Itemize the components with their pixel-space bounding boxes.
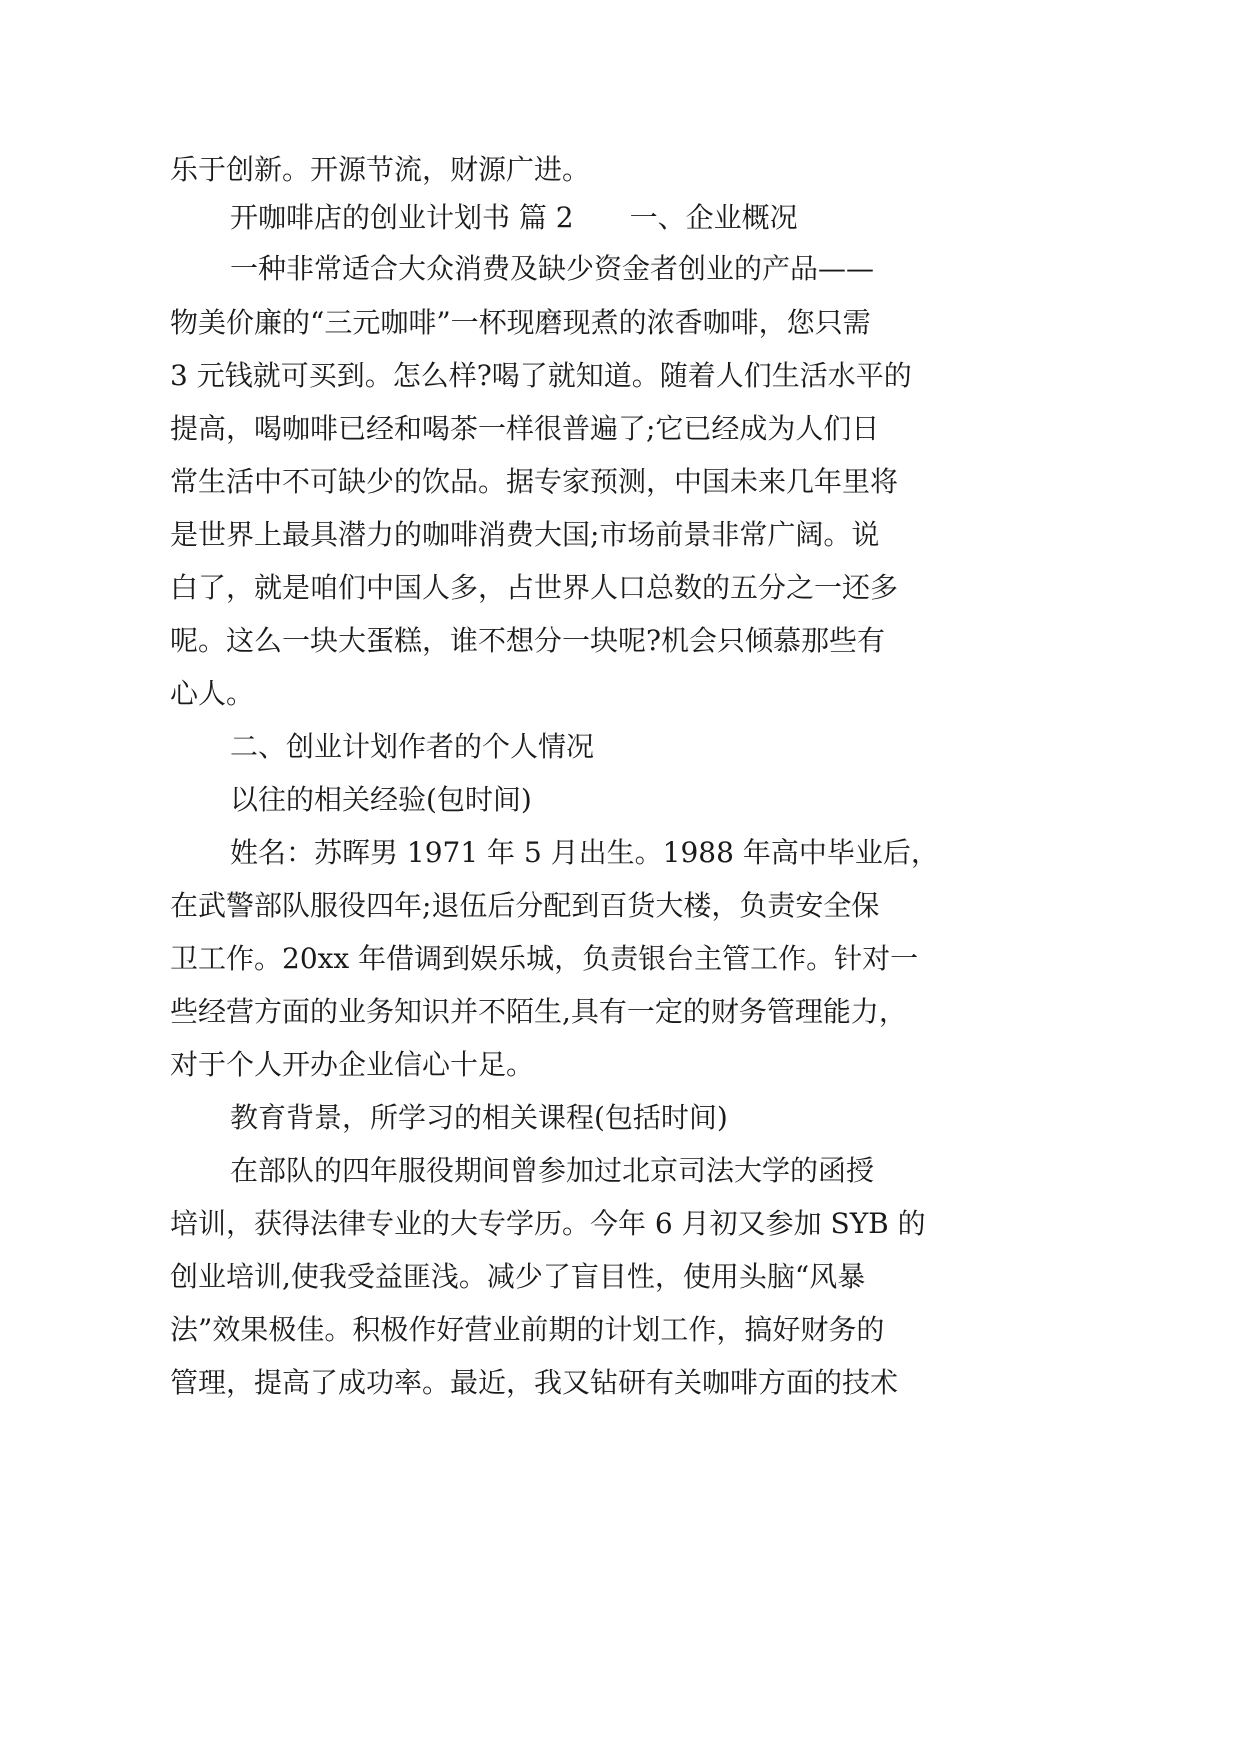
text-line: 管理，提高了成功率。最近，我又钻研有关咖啡方面的技术 (170, 1366, 899, 1399)
text-line: 提高，喝咖啡已经和喝茶一样很普遍了;它已经成为人们日 (170, 412, 880, 445)
text-line: 培训，获得法律专业的大专学历。今年 6 月初又参加 SYB 的 (170, 1207, 926, 1240)
text-line: 是世界上最具潜力的咖啡消费大国;市场前景非常广阔。说 (170, 518, 880, 551)
text-line: 常生活中不可缺少的饮品。据专家预测，中国未来几年里将 (170, 465, 899, 498)
text-line: 创业培训,使我受益匪浅。减少了盲目性，使用头脑“风暴 (170, 1260, 866, 1293)
subheading: 教育背景，所学习的相关课程(包括时间) (230, 1101, 728, 1134)
text-line: 白了，就是咱们中国人多，占世界人口总数的五分之一还多 (170, 571, 899, 604)
text-line: 法”效果极佳。积极作好营业前期的计划工作，搞好财务的 (170, 1313, 885, 1346)
text-line: 在部队的四年服役期间曾参加过北京司法大学的函授 (230, 1154, 875, 1187)
text-line: 呢。这么一块大蛋糕，谁不想分一块呢?机会只倾慕那些有 (170, 624, 886, 657)
text-line: 一种非常适合大众消费及缺少资金者创业的产品—— (230, 252, 875, 285)
text-line: 物美价廉的“三元咖啡”一杯现磨现煮的浓香咖啡，您只需 (170, 306, 871, 339)
text-line: 乐于创新。开源节流，财源广进。 (170, 153, 591, 186)
text-line: 3 元钱就可买到。怎么样?喝了就知道。随着人们生活水平的 (170, 359, 912, 392)
text-line: 卫工作。20xx 年借调到娱乐城，负责银台主管工作。针对一 (170, 942, 919, 975)
article-title: 开咖啡店的创业计划书 篇 2 (230, 201, 574, 234)
text-line: 心人。 (170, 677, 255, 710)
section-heading: 一、企业概况 (629, 201, 798, 234)
section-heading: 二、创业计划作者的个人情况 (230, 730, 595, 763)
text-line: 对于个人开办企业信心十足。 (170, 1048, 535, 1081)
text-line: 姓名：苏晖男 1971 年 5 月出生。1988 年高中毕业后， (230, 836, 939, 869)
text-line: 些经营方面的业务知识并不陌生,具有一定的财务管理能力， (170, 995, 907, 1028)
text-line: 在武警部队服役四年;退伍后分配到百货大楼，负责安全保 (170, 889, 880, 922)
title-line (230, 195, 970, 241)
subheading: 以往的相关经验(包时间) (230, 783, 532, 816)
